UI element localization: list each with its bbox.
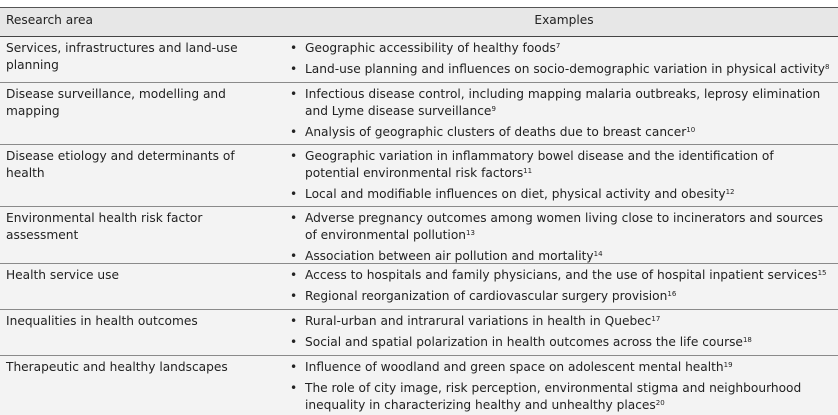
reference-number: 18 bbox=[742, 336, 752, 344]
example-text: Association between air pollution and mortality bbox=[305, 249, 594, 263]
example-text: Adverse pregnancy outcomes among women living close to incinerators and sources of environmental pollution bbox=[305, 211, 824, 242]
example-text: Geographic variation in inflammatory bowel disease and the identification of potential environmental risk factors bbox=[305, 149, 774, 180]
example-text: Regional reorganization of cardiovascular surgery provision bbox=[305, 289, 668, 303]
reference-number: 10 bbox=[686, 126, 696, 134]
example-text: Local and modifiable influences on diet, physical activity and obesity bbox=[305, 187, 726, 201]
research-area-cell: Health service use bbox=[6, 268, 119, 282]
bullet-icon: • bbox=[290, 87, 298, 101]
table-row bbox=[0, 207, 838, 264]
bullet-icon: • bbox=[290, 149, 298, 163]
reference-number: 16 bbox=[667, 290, 677, 298]
table-row bbox=[0, 264, 838, 310]
reference-number: 19 bbox=[723, 361, 733, 369]
example-text: Influence of woodland and green space on adolescent mental health bbox=[305, 360, 724, 374]
research-area-cell: Disease etiology and determinants of health bbox=[6, 149, 235, 180]
examples-list bbox=[290, 313, 830, 355]
table-row bbox=[0, 310, 838, 356]
examples-list bbox=[290, 40, 830, 82]
bullet-icon: • bbox=[290, 125, 298, 139]
reference-number: 15 bbox=[817, 269, 827, 277]
table-header bbox=[0, 8, 838, 37]
table-row bbox=[0, 145, 838, 207]
research-area-cell: Disease surveillance, modelling and mapping bbox=[6, 87, 226, 118]
bullet-icon: • bbox=[290, 62, 298, 76]
table-row bbox=[0, 37, 838, 83]
reference-number: 13 bbox=[466, 229, 475, 237]
examples-list bbox=[290, 210, 830, 269]
bullet-icon: • bbox=[290, 187, 298, 201]
examples-list bbox=[290, 267, 830, 309]
example-item bbox=[290, 86, 830, 120]
example-item bbox=[290, 186, 830, 203]
table-row bbox=[0, 356, 838, 415]
bullet-icon: • bbox=[290, 335, 298, 349]
examples-list bbox=[290, 359, 830, 415]
bullet-icon: • bbox=[290, 268, 298, 282]
header-research-area: Research area bbox=[6, 13, 93, 27]
reference-number: 9 bbox=[491, 105, 496, 113]
bullet-icon: • bbox=[290, 249, 298, 263]
bullet-icon: • bbox=[290, 381, 298, 395]
table-row bbox=[0, 83, 838, 145]
reference-number: 17 bbox=[651, 315, 661, 323]
example-item bbox=[290, 267, 830, 284]
examples-list bbox=[290, 86, 830, 145]
research-area-cell: Therapeutic and healthy landscapes bbox=[6, 360, 228, 374]
example-item bbox=[290, 288, 830, 305]
example-text: Access to hospitals and family physicians, and the use of hospital inpatient services bbox=[305, 268, 818, 282]
research-area-cell: Environmental health risk factor assessment bbox=[6, 211, 203, 242]
example-text: Geographic accessibility of healthy foods bbox=[305, 41, 556, 55]
example-text: The role of city image, risk perception, environmental stigma and neighbourhood inequality in characterizing healthy and unhealthy places bbox=[305, 381, 802, 412]
research-area-cell: Services, infrastructures and land-use planning bbox=[6, 41, 238, 72]
bullet-icon: • bbox=[290, 289, 298, 303]
reference-number: 14 bbox=[593, 250, 603, 258]
example-item bbox=[290, 124, 830, 141]
bullet-icon: • bbox=[290, 360, 298, 374]
example-text: Social and spatial polarization in health outcomes across the life course bbox=[305, 335, 743, 349]
example-item bbox=[290, 248, 830, 265]
reference-number: 7 bbox=[555, 42, 561, 50]
reference-number: 20 bbox=[655, 399, 665, 407]
reference-number: 11 bbox=[523, 167, 533, 175]
bullet-icon: • bbox=[290, 41, 298, 55]
bullet-icon: • bbox=[290, 211, 298, 225]
example-item bbox=[290, 40, 830, 57]
examples-list bbox=[290, 148, 830, 207]
example-text: Infectious disease control, including mapping malaria outbreaks, leprosy elimination and Lyme disease surveillance bbox=[305, 87, 821, 118]
example-text: Rural-urban and intrarural variations in health in Quebec bbox=[305, 314, 652, 328]
example-item bbox=[290, 380, 830, 414]
example-text: Analysis of geographic clusters of deaths due to breast cancer bbox=[305, 125, 687, 139]
reference-number: 8 bbox=[825, 63, 830, 71]
example-item bbox=[290, 61, 830, 78]
research-area-cell: Inequalities in health outcomes bbox=[6, 314, 198, 328]
example-item bbox=[290, 359, 830, 376]
example-item bbox=[290, 148, 830, 182]
header-examples: Examples bbox=[534, 13, 594, 27]
example-item bbox=[290, 313, 830, 330]
example-text: Land-use planning and influences on socio-demographic variation in physical activity bbox=[305, 62, 826, 76]
reference-number: 12 bbox=[725, 188, 735, 196]
example-item bbox=[290, 210, 830, 244]
bullet-icon: • bbox=[290, 314, 298, 328]
example-item bbox=[290, 334, 830, 351]
